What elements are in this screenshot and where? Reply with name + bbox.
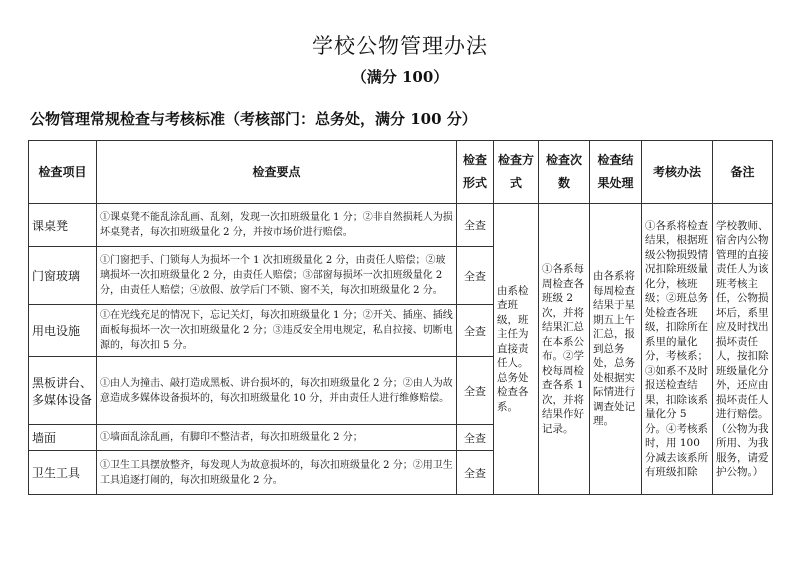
row-form: 全查: [457, 357, 494, 425]
header-note: 备注: [713, 141, 773, 204]
merged-note: 学校教师、宿舍内公物管理的直接责任人为该班考核主任，公物损坏后，系里应及时找出损坏责任人，按扣除班级量化分外，还应由损坏责任人进行赔偿。（公物为我所用、为我服务，请爱护公物。）: [713, 204, 773, 495]
row-points: ①课桌凳不能乱涂乱画、乱刻，发现一次扣班级量化 1 分；②非自然损耗人为损坏桌凳者，每次扣班级量化 2 分，并按市场价进行赔偿。: [97, 204, 457, 247]
merged-result: 由各系将每周检查结果于星期五上午汇总，报到总务处，总务处根据实际情进行调查处记理。: [590, 204, 642, 495]
row-item: 墙面: [29, 425, 97, 451]
document-title: 学校公物管理办法: [312, 34, 488, 58]
row-form: 全查: [457, 425, 494, 451]
standards-table: [28, 140, 773, 495]
document-subtitle: （满分 100）: [351, 68, 449, 86]
row-item: 卫生工具: [29, 451, 97, 495]
header-result: 检查结果处理: [590, 141, 642, 204]
section-title: 公物管理常规检查与考核标准（考核部门：总务处，满分 100 分）: [30, 110, 477, 128]
row-form: 全查: [457, 247, 494, 305]
header-assess: 考核办法: [642, 141, 713, 204]
row-item: 用电设施: [29, 305, 97, 357]
header-form: 检查形式: [457, 141, 494, 204]
merged-method: 由系检查班级，班主任为直接责任人。总务处检查各系。: [494, 204, 539, 495]
header-points: 检查要点: [97, 141, 457, 204]
row-item: 黑板讲台、多媒体设备: [29, 357, 97, 425]
row-points: ①卫生工具摆放整齐，每发现人为故意损坏的，每次扣班级量化 2 分；②用卫生工具追逐打闹的，每次扣班级量化 2 分。: [97, 451, 457, 495]
header-times: 检查次数: [539, 141, 590, 204]
row-points: ①由人为撞击、敲打造成黑板、讲台损坏的，每次扣班级量化 2 分；②由人为故意造成多媒体设备损坏的，每次扣班级量化 10 分，并由责任人进行维修赔偿。: [97, 357, 457, 425]
row-points: ①墙面乱涂乱画，有脚印不整洁者，每次扣班级量化 2 分；: [97, 425, 457, 451]
row-form: 全查: [457, 305, 494, 357]
row-form: 全查: [457, 204, 494, 247]
row-item: 课桌凳: [29, 204, 97, 247]
table-row: [29, 204, 773, 247]
header-item: 检查项目: [29, 141, 97, 204]
row-points: ①门窗把手、门锁每人为损坏一个 1 次扣班级量化 2 分，由责任人赔偿；②玻璃损坏一次扣班级量化 2 分，由责任人赔偿；③部窗每损坏一次扣班级量化 2 分，由责任人赔偿；④放假、放学后门不锁、窗不关，每次扣班级量化 2 分。: [97, 247, 457, 305]
merged-assess: ①各系将检查结果，根据班级公物损毁情况扣除班级量化分，核班级；②班总务处检查各班级，扣除所在系里的量化分，考核系；③如系不及时报送检查结果，扣除该系量化分 5 分。④考核系时，用 100 分减去该系所有班级扣除: [642, 204, 713, 495]
row-item: 门窗玻璃: [29, 247, 97, 305]
row-form: 全查: [457, 451, 494, 495]
header-method: 检查方式: [494, 141, 539, 204]
merged-times: ①各系每周检查各班级 2 次，并将结果汇总在本系公布。②学校每周检查各系 1 次，并将结果作好记录。: [539, 204, 590, 495]
header-row: [29, 141, 773, 204]
row-points: ①在光线充足的情况下，忘记关灯，每次扣班级量化 1 分；②开关、插座、插线面板每损坏一次一次扣班级量化 2 分；③违反安全用电规定，私自拉接、切断电源的，每次扣 5 分。: [97, 305, 457, 357]
